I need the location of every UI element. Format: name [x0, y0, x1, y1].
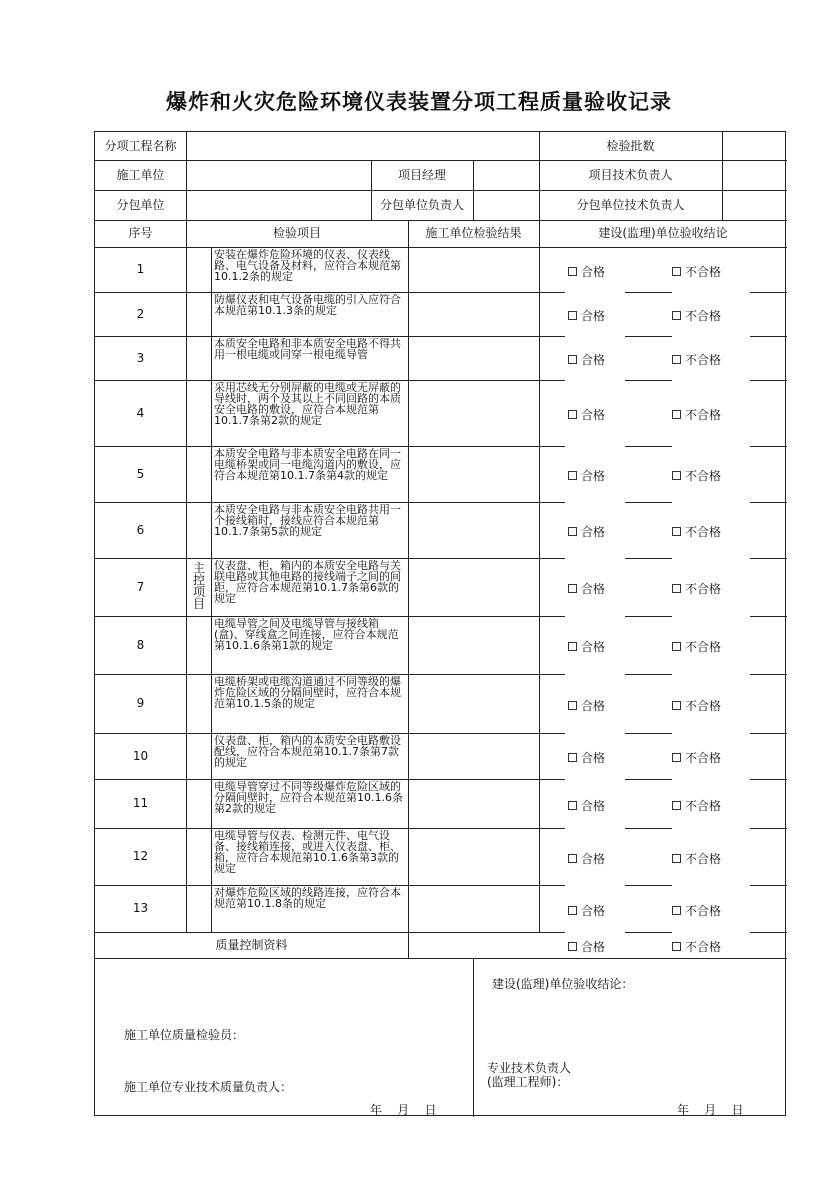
- underline: [625, 828, 672, 829]
- grid-line: [95, 292, 211, 293]
- grid-line: [211, 558, 539, 559]
- underline: [750, 292, 787, 293]
- row-contractor-result[interactable]: [409, 292, 539, 336]
- grid-line: [211, 733, 539, 734]
- grid-line: [211, 336, 539, 337]
- underline: [750, 558, 787, 559]
- row-item-text: 对爆炸危险区域的线路连接，应符合本规范第10.1.8条的规定: [214, 887, 401, 910]
- supervision-conclusion-label: 建设(监理)单位验收结论：: [492, 977, 634, 991]
- grid-line: [95, 958, 787, 959]
- row-fail-checkbox[interactable]: 不合格: [672, 638, 721, 655]
- row-contractor-result[interactable]: [409, 336, 539, 380]
- checkbox-icon: [672, 701, 681, 710]
- row-pass-checkbox[interactable]: 合格: [568, 638, 605, 655]
- grid-line: [211, 674, 539, 675]
- row-pass-checkbox[interactable]: 合格: [568, 351, 605, 368]
- checkbox-icon: [568, 801, 577, 810]
- tech-quality-lead-label: 施工单位专业技术质量负责人：: [124, 1080, 293, 1094]
- row-fail-checkbox[interactable]: 不合格: [672, 351, 721, 368]
- checkbox-icon: [568, 471, 577, 480]
- grid-line: [95, 190, 787, 191]
- col-item: 检验项目: [272, 226, 321, 240]
- row-item-text: 仪表盘、柜，箱内的本质安全电路敷设配线，应符合本规范第10.1.7条第7款的规定: [214, 735, 401, 769]
- row-seq: 11: [132, 796, 149, 810]
- underline: [539, 674, 565, 675]
- checkbox-icon: [672, 801, 681, 810]
- tech-lead-value[interactable]: [722, 160, 787, 190]
- row-contractor-result[interactable]: [409, 674, 539, 733]
- underline: [625, 779, 672, 780]
- subcontractor-tech-lead-label: 分包单位技术负责人: [576, 197, 685, 212]
- grid-line: [186, 220, 187, 932]
- underline: [625, 674, 672, 675]
- underline: [750, 380, 787, 381]
- checkbox-icon: [568, 753, 577, 762]
- underline: [625, 616, 672, 617]
- underline: [625, 380, 672, 381]
- tech-lead-footer-label: 专业技术负责人: [487, 1061, 572, 1075]
- grid-line: [95, 336, 211, 337]
- row-seq: 8: [136, 637, 145, 652]
- grid-line: [371, 160, 372, 220]
- row-item-text: 仪表盘、柜，箱内的本质安全电路与关联电路或其他电路的接线端子之间的间距，应符合本规范第10.1.7条第6款的规定: [214, 560, 401, 605]
- row-item-text: 安装在爆炸危险环境的仪表、仪表线路、电气设备及材料，应符合本规范第10.1.2条的规定: [214, 249, 401, 283]
- grid-line: [211, 247, 212, 932]
- row-item-text: 电缆导管之间及电缆导管与接线箱(盒)、穿线盒之间连接，应符合本规范第10.1.6条第1款的规定: [214, 618, 399, 652]
- row-item-text: 本质安全电路和非本质安全电路不得共用一根电缆或同穿一根电缆导管: [214, 338, 401, 361]
- subcontractor-label: 分包单位: [116, 197, 165, 212]
- page-title: 爆炸和火灾危险环境仪表装置分项工程质量验收记录: [166, 90, 672, 114]
- row-item-text: 电缆桥架或电缆沟道通过不同等级的爆炸危险区域的分隔间壁时，应符合本规范第10.1.5条的规定: [214, 676, 401, 710]
- grid-line: [95, 160, 787, 161]
- grid-line: [95, 502, 211, 503]
- row-contractor-result[interactable]: [409, 558, 539, 616]
- grid-line: [211, 932, 539, 933]
- contractor-label: 施工单位: [116, 167, 165, 182]
- checkbox-icon: [672, 753, 681, 762]
- underline: [625, 733, 672, 734]
- supervision-date: 年 月 日: [677, 1103, 744, 1117]
- subcontractor-tech-lead-value[interactable]: [722, 190, 787, 220]
- row-pass-checkbox[interactable]: 合格: [568, 697, 605, 714]
- row-seq: 10: [132, 748, 149, 763]
- row-item-text: 采用芯线无分别屏蔽的电缆或无屏蔽的导线时，两个及其以上不同回路的本质安全电路的敷设，应符合本规范第10.1.7条第2款的规定: [214, 382, 401, 427]
- underline: [625, 558, 672, 559]
- grid-line: [95, 558, 211, 559]
- underline: [539, 828, 565, 829]
- grid-line: [211, 292, 539, 293]
- row-fail-checkbox[interactable]: 不合格: [672, 406, 721, 423]
- row-item-text: 本质安全电路与非本质安全电路在同一电缆桥架或同一电缆沟道内的敷设，应符合本规范第10.1.7条第4款的规定: [214, 448, 401, 482]
- row-contractor-result[interactable]: [409, 779, 539, 828]
- row-seq: 5: [136, 466, 145, 481]
- subcontractor-lead-label: 分包单位负责人: [379, 197, 464, 212]
- acceptance-form: [94, 131, 786, 1116]
- row-item-text: 本质安全电路与非本质安全电路共用一个接线箱时，接线应符合本规范第10.1.7条第5款的规定: [214, 504, 401, 538]
- underline: [625, 446, 672, 447]
- underline: [625, 885, 672, 886]
- checkbox-icon: [672, 471, 681, 480]
- row-pass-checkbox[interactable]: 合格: [568, 580, 605, 597]
- grid-line: [211, 885, 539, 886]
- tech-lead-label: 项目技术负责人: [588, 167, 673, 182]
- underline: [750, 674, 787, 675]
- row-pass-checkbox[interactable]: 合格: [568, 523, 605, 540]
- underline: [539, 380, 565, 381]
- row-pass-checkbox[interactable]: 合格: [568, 406, 605, 423]
- row-fail-checkbox[interactable]: 不合格: [672, 797, 721, 814]
- underline: [625, 958, 672, 959]
- checkbox-icon: [568, 942, 577, 951]
- underline: [750, 616, 787, 617]
- grid-line: [211, 828, 539, 829]
- inspection-batch-value[interactable]: [722, 132, 787, 160]
- grid-line: [95, 733, 211, 734]
- subcontractor-value[interactable]: [186, 190, 371, 220]
- grid-line: [722, 132, 723, 220]
- checkbox-icon: [568, 906, 577, 915]
- checkbox-icon: [568, 355, 577, 364]
- grid-line: [95, 932, 211, 933]
- underline: [750, 502, 787, 503]
- underline: [539, 446, 565, 447]
- row-item-text: 防爆仪表和电气设备电缆的引入应符合本规范第10.1.3条的规定: [214, 294, 401, 317]
- underline: [750, 958, 787, 959]
- grid-line: [211, 446, 539, 447]
- row-fail-checkbox[interactable]: 不合格: [672, 523, 721, 540]
- grid-line: [95, 446, 211, 447]
- grid-line: [211, 616, 539, 617]
- row-contractor-result[interactable]: [409, 247, 539, 292]
- row-fail-checkbox[interactable]: 不合格: [672, 307, 721, 324]
- checkbox-icon: [672, 584, 681, 593]
- row-fail-checkbox[interactable]: 不合格: [672, 749, 721, 766]
- row-contractor-result[interactable]: [409, 502, 539, 558]
- grid-line: [95, 380, 211, 381]
- underline: [625, 336, 672, 337]
- checkbox-icon: [672, 906, 681, 915]
- row-fail-checkbox[interactable]: 不合格: [672, 467, 721, 484]
- underline: [539, 779, 565, 780]
- row-pass-checkbox[interactable]: 合格: [568, 467, 605, 484]
- row-contractor-result[interactable]: [409, 828, 539, 885]
- underline: [750, 336, 787, 337]
- grid-line: [211, 779, 539, 780]
- underline: [750, 446, 787, 447]
- grid-line: [211, 380, 539, 381]
- checkbox-icon: [568, 642, 577, 651]
- underline: [625, 292, 672, 293]
- checkbox-icon: [568, 701, 577, 710]
- underline: [539, 292, 565, 293]
- grid-line: [473, 160, 474, 220]
- underline: [539, 958, 565, 959]
- checkbox-icon: [672, 410, 681, 419]
- checkbox-icon: [672, 311, 681, 320]
- row-contractor-result[interactable]: [409, 446, 539, 502]
- checkbox-icon: [672, 942, 681, 951]
- grid-line: [95, 779, 211, 780]
- row-fail-checkbox[interactable]: 不合格: [672, 850, 721, 867]
- quality-docs-fail-checkbox[interactable]: 不合格: [672, 938, 721, 955]
- row-contractor-result[interactable]: [409, 380, 539, 446]
- checkbox-icon: [672, 267, 681, 276]
- underline: [539, 336, 565, 337]
- row-item-text: 电缆导管穿过不同等级爆炸危险区域的分隔间壁时，应符合本规范第10.1.6条第2款的规定: [214, 781, 403, 815]
- col-seq: 序号: [128, 226, 153, 240]
- row-fail-checkbox[interactable]: 不合格: [672, 580, 721, 597]
- row-contractor-result[interactable]: [409, 733, 539, 779]
- underline: [539, 885, 565, 886]
- row-seq: 3: [136, 350, 145, 365]
- row-pass-checkbox[interactable]: 合格: [568, 797, 605, 814]
- row-fail-checkbox[interactable]: 不合格: [672, 263, 721, 280]
- qc-inspector-label: 施工单位质量检验员：: [124, 1028, 245, 1042]
- grid-line: [95, 885, 211, 886]
- underline: [539, 558, 565, 559]
- contractor-date: 年 月 日: [370, 1103, 437, 1117]
- grid-line: [539, 132, 540, 932]
- underline: [750, 828, 787, 829]
- checkbox-icon: [568, 584, 577, 593]
- quality-docs-label: 质量控制资料: [215, 937, 288, 952]
- row-seq: 2: [136, 306, 145, 321]
- row-seq: 13: [132, 901, 149, 915]
- row-pass-checkbox[interactable]: 合格: [568, 850, 605, 867]
- row-pass-checkbox[interactable]: 合格: [568, 263, 605, 280]
- checkbox-icon: [568, 527, 577, 536]
- checkbox-icon: [672, 854, 681, 863]
- underline: [750, 885, 787, 886]
- underline: [539, 932, 565, 933]
- grid-line: [95, 674, 211, 675]
- row-contractor-result[interactable]: [409, 616, 539, 674]
- underline: [625, 932, 672, 933]
- group-label-main-control: 主控项目: [192, 561, 205, 611]
- row-seq: 7: [136, 579, 145, 594]
- checkbox-icon: [568, 410, 577, 419]
- row-contractor-result[interactable]: [409, 885, 539, 932]
- checkbox-icon: [568, 854, 577, 863]
- col-contractor-result: 施工单位检验结果: [425, 226, 522, 240]
- checkbox-icon: [568, 311, 577, 320]
- quality-docs-pass-checkbox[interactable]: 合格: [568, 938, 605, 955]
- grid-line: [211, 502, 539, 503]
- row-pass-checkbox[interactable]: 合格: [568, 902, 605, 919]
- grid-line: [95, 247, 787, 248]
- row-fail-checkbox[interactable]: 不合格: [672, 902, 721, 919]
- underline: [750, 779, 787, 780]
- grid-line: [473, 958, 474, 1117]
- project-manager-label: 项目经理: [397, 167, 446, 182]
- underline: [539, 733, 565, 734]
- underline: [750, 733, 787, 734]
- subcontractor-lead-value[interactable]: [473, 190, 539, 220]
- grid-line: [186, 132, 187, 220]
- grid-line: [408, 220, 409, 958]
- grid-line: [95, 220, 787, 221]
- supervisor-label: (监理工程师)：: [487, 1075, 569, 1089]
- row-seq: 4: [136, 405, 145, 420]
- grid-line: [95, 616, 211, 617]
- checkbox-icon: [568, 267, 577, 276]
- checkbox-icon: [672, 527, 681, 536]
- row-seq: 6: [136, 522, 145, 537]
- col-supervision-conclusion: 建设(监理)单位验收结论: [598, 226, 728, 240]
- row-seq: 9: [136, 696, 145, 710]
- row-seq: 12: [132, 849, 149, 863]
- row-fail-checkbox[interactable]: 不合格: [672, 697, 721, 714]
- row-pass-checkbox[interactable]: 合格: [568, 307, 605, 324]
- row-pass-checkbox[interactable]: 合格: [568, 749, 605, 766]
- contractor-value[interactable]: [186, 160, 371, 190]
- underline: [625, 502, 672, 503]
- inspection-batch-label: 检验批数: [606, 138, 655, 153]
- project-manager-value[interactable]: [473, 160, 539, 190]
- subitem-name-value[interactable]: [186, 132, 539, 160]
- underline: [750, 932, 787, 933]
- checkbox-icon: [672, 355, 681, 364]
- underline: [539, 616, 565, 617]
- row-seq: 1: [136, 262, 145, 276]
- underline: [539, 502, 565, 503]
- subitem-name-label: 分项工程名称: [104, 138, 177, 153]
- row-item-text: 电缆导管与仪表、检测元件、电气设备、接线箱连接，或进入仪表盘、柜、箱，应符合本规范第10.1.6条第3款的规定: [214, 830, 401, 875]
- grid-line: [95, 828, 211, 829]
- checkbox-icon: [672, 642, 681, 651]
